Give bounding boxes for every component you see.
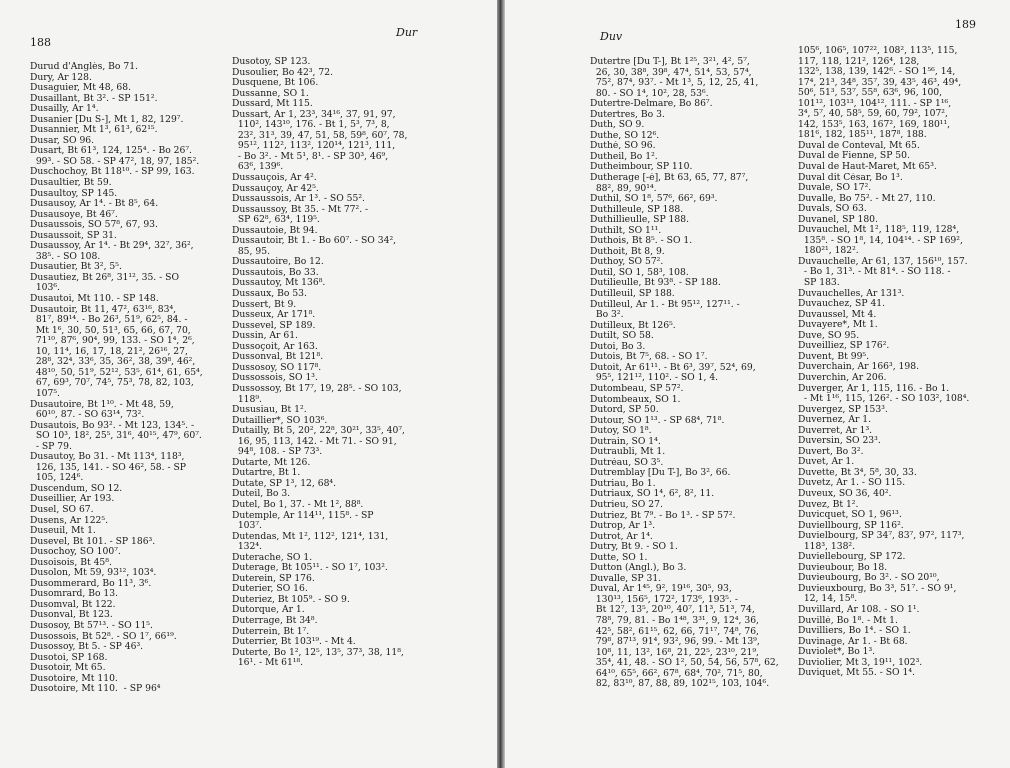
index-column <box>590 57 795 690</box>
index-entry: Duvicquet, SO 1, 96¹³. <box>798 510 902 521</box>
index-entry: Duterte, Bo 1², 12⁵, 13⁵, 37³, 38, 11⁸, <box>232 647 404 658</box>
index-entry: Dutord, SP 50. <box>590 405 659 416</box>
index-entry: Duthilleule, SP 188. <box>590 204 684 215</box>
index-entry: 23², 31³, 39, 47, 51, 58, 59⁸, 60⁷, 78, <box>232 130 408 141</box>
index-entry: Dusannier, Mt 1³, 61³, 62¹⁵. <box>30 125 158 136</box>
index-entry: Dutois, Bt 7⁵, 68. - SO 1⁷. <box>590 352 708 363</box>
index-entry: 126, 135, 141. - SO 46², 58. - SP <box>30 462 186 473</box>
index-column <box>30 62 230 695</box>
index-entry: Duviellebourg, SP 172. <box>798 552 906 563</box>
index-entry: Dusotoi, SP 168. <box>30 652 108 663</box>
index-entry: Dutour, SO 1¹³. - SP 68⁴, 71⁸. <box>590 415 725 426</box>
index-entry: Duvieubour, Bo 18. <box>798 562 888 573</box>
index-entry: Duval de Conteval, Mt 65. <box>798 140 920 151</box>
index-entry: 135⁸. - SO 1⁸, 14, 104¹⁴. - SP 169², <box>798 235 963 246</box>
index-entry: Duterein, SP 176. <box>232 573 315 584</box>
index-entry: Duvieuxbourg, Bo 3³, 51⁷. - SO 9¹, <box>798 583 957 594</box>
index-entry: Dutertre [Du T-], Bt 1²⁵, 3²¹, 4², 5⁷, <box>590 57 750 67</box>
index-entry: Dutheimbour, SP 110. <box>590 162 693 173</box>
index-entry: 26, 30, 38⁸, 39⁸, 47⁴, 51⁴, 53, 57⁴, <box>590 67 752 78</box>
running-head: Dur <box>396 26 418 39</box>
index-entry: Dussauçoy, Ar 42⁵. <box>232 183 319 194</box>
index-entry: Duverret, Ar 1³. <box>798 425 873 436</box>
index-entry: Duvals, SO 63. <box>798 204 867 215</box>
index-entry: Duviellbourg, SP 116². <box>798 520 904 531</box>
index-entry: 10, 11⁴, 16, 17, 18, 21², 26¹⁶, 27, <box>30 346 188 357</box>
index-entry: Duthilt, SO 1¹¹. <box>590 225 662 236</box>
index-entry: Dusens, Ar 122⁵. <box>30 515 108 526</box>
index-entry: Dussautoire, Bo 12. <box>232 257 324 268</box>
index-entry: Duterrage, Bt 34⁸. <box>232 615 318 626</box>
index-entry: Dussert, Bt 9. <box>232 299 297 310</box>
index-entry: 80. - SO 1⁴, 10², 28, 53⁶. <box>590 88 709 99</box>
index-entry: Dusaussoit, SP 31. <box>30 230 117 241</box>
index-entry: 79⁸, 87¹³, 91⁴, 93², 96, 99. - Mt 13⁹, <box>590 637 760 648</box>
index-entry: Dutailly, Bt 5, 20², 22⁸, 30²¹, 33⁵, 40⁷, <box>232 426 405 437</box>
index-entry: SP 183. <box>798 278 840 289</box>
index-entry: Dusomrard, Bo 13. <box>30 589 119 600</box>
index-entry: Duval de Fienne, SP 50. <box>798 151 910 162</box>
index-entry: Dutrieu, SO 27. <box>590 499 663 510</box>
index-entry: Duverchin, Ar 206. <box>798 372 887 383</box>
index-entry: Dussin, Ar 61. <box>232 331 298 342</box>
index-entry: Duterache, SO 1. <box>232 552 313 563</box>
index-entry: Dutel, Bo 1, 37. - Mt 1², 88⁸. <box>232 499 364 510</box>
index-entry: Duvauchelles, Ar 131³. <box>798 288 905 299</box>
index-entry: Duverger, Ar 1, 115, 116. - Bo 1. <box>798 383 950 394</box>
index-entry: Dussossois, SO 1³. <box>232 373 318 384</box>
index-entry: Dutartre, Bt 1. <box>232 468 301 479</box>
index-entry: Dussautois, Bo 33. <box>232 267 319 278</box>
index-entry: Duvette, Bt 3⁴, 5⁸, 30, 33. <box>798 467 917 478</box>
index-entry: Dusaussois, SO 57⁸, 67, 93. <box>30 220 158 231</box>
index-entry: Dutréau, SO 3⁵. <box>590 457 664 468</box>
index-entry: Duthoy, SO 57². <box>590 257 664 268</box>
index-entry: Dutilieulle, Bt 93⁸. - SP 188. <box>590 278 721 289</box>
index-entry: Dusaguier, Mt 48, 68. <box>30 83 132 94</box>
index-entry: 99³. - SO 58. - SP 47², 18, 97, 185². <box>30 156 200 167</box>
index-entry: Duviolier, Mt 3, 19¹¹, 102³. <box>798 657 923 668</box>
index-entry: Duschochoy, Bt 118¹⁰. - SP 99, 163. <box>30 167 195 178</box>
index-entry: Dusautoire, Bt 1¹⁰. - Mt 48, 59, <box>30 399 174 410</box>
index-entry: Duviquet, Mt 55. - SO 1⁴. <box>798 668 915 679</box>
index-entry: Dusausoye, Bt 46⁷. <box>30 209 118 220</box>
index-entry: Dutherage [-é], Bt 63, 65, 77, 87⁷, <box>590 173 749 184</box>
index-entry: Dutilleul, Ar 1. - Bt 95¹², 127¹¹. - <box>590 299 740 310</box>
index-entry: - Bo 1, 31³. - Mt 81⁴. - SO 118. - <box>798 267 951 278</box>
index-entry: Dussosoy, SO 117⁸. <box>232 362 322 373</box>
index-entry: Duvillé, Bo 1⁸. - Mt 1. <box>798 615 898 626</box>
running-head: Duv <box>600 30 623 43</box>
index-entry: Duvalle, SP 31. <box>590 573 662 584</box>
index-entry: Duvez, Bt 1². <box>798 499 859 510</box>
index-entry: 132⁵, 138, 139, 142⁶. - SO 1⁵⁶, 14, <box>798 67 956 78</box>
index-entry: Dusaillant, Bt 3². - SP 151². <box>30 93 158 104</box>
index-entry: 101¹², 103¹³, 104¹², 111. - SP 1¹⁶, <box>798 98 952 109</box>
index-entry: Dutheil, Bo 1². <box>590 151 658 162</box>
index-entry: Dutilleuil, SP 188. <box>590 289 675 300</box>
index-entry: 132⁴. <box>232 542 262 553</box>
index-entry: Dussard, Mt 115. <box>232 99 313 110</box>
index-entry: Dutil, SO 1, 58³, 108. <box>590 267 689 278</box>
index-entry: Dusseux, Ar 171⁸. <box>232 310 316 321</box>
index-entry: 118⁹. <box>232 394 262 405</box>
index-entry: Dutoit, Ar 61¹¹. - Bt 6³, 39⁷, 52⁴, 69, <box>590 362 756 373</box>
index-entry: 95⁵, 121¹², 110². - SO 1, 4. <box>590 373 719 384</box>
index-entry: Dusautoi, Mt 110. - SP 148. <box>30 294 159 305</box>
index-entry: Dusautiez, Bt 26⁸, 31¹², 35. - SO <box>30 272 180 283</box>
index-entry: Dusailly, Ar 1⁴. <box>30 104 99 115</box>
index-entry: Duve, SO 95. <box>798 330 860 341</box>
index-entry: Dussauçois, Ar 4². <box>232 173 317 184</box>
index-entry: Dutriaux, SO 1⁴, 6², 8², 11. <box>590 489 715 500</box>
index-entry: Duvieubourg, Bo 3². - SO 20¹⁰, <box>798 573 940 584</box>
index-entry: - Bo 3². - Mt 5¹, 8¹. - SP 30³, 46⁹, <box>232 151 389 162</box>
index-entry: 85, 95. <box>232 246 270 257</box>
index-entry: Dutombeau, SP 57². <box>590 383 684 394</box>
index-entry: 42⁵, 58², 61¹⁵, 62, 66, 71¹⁷, 74⁸, 76, <box>590 626 759 637</box>
index-entry: Dussevel, SP 189. <box>232 320 316 331</box>
index-entry: Dutate, SP 1³, 12, 68⁴. <box>232 478 337 489</box>
index-entry: 17⁴, 21³, 34⁸, 35⁷, 39, 43⁵, 46³, 49⁴, <box>798 77 962 88</box>
index-entry: Duvauchel, Mt 1², 118⁵, 119, 128⁴, <box>798 225 960 236</box>
index-entry: 105⁶, 106⁵, 107²², 108², 113⁵, 115, <box>798 46 958 56</box>
index-entry: Duterage, Bt 105¹¹. - SO 1⁷, 103². <box>232 563 388 574</box>
index-entry: Mt 1⁶, 30, 50, 51³, 65, 66, 67, 70, <box>30 325 191 336</box>
index-entry: Dutemple, Ar 114¹¹, 115⁸. - SP <box>232 510 374 521</box>
index-entry: Dutombeaux, SO 1. <box>590 394 681 405</box>
index-entry: 118³, 138². <box>798 541 856 552</box>
index-entry: Bt 12⁷, 13⁵, 20¹⁰, 40⁷, 11³, 51³, 74, <box>590 605 755 616</box>
index-entry: Duterrein, Bt 1⁷. <box>232 626 310 637</box>
index-entry: Duvetz, Ar 1. - SO 115. <box>798 478 906 489</box>
index-entry: Duteriez, Bt 105⁹. - SO 9. <box>232 594 350 605</box>
index-entry: 3⁴, 5⁷, 40, 58⁵, 59, 60, 79², 107², <box>798 109 948 120</box>
index-entry: Duvinage, Ar 1. - Bt 68. <box>798 636 908 647</box>
index-entry: Dusautois, Bo 93². - Mt 123, 134⁵. - <box>30 420 195 431</box>
index-entry: Dury, Ar 128. <box>30 72 92 83</box>
index-entry: 81⁷, 89¹⁴. - Bo 26³, 51⁹, 62⁵, 84. - <box>30 315 188 326</box>
index-entry: Duvielbourg, SP 34⁷, 83⁷, 97², 117³, <box>798 531 965 542</box>
index-entry: Dusommerard, Bo 11³, 3⁶. <box>30 578 152 589</box>
index-entry: Dutte, SO 1. <box>590 552 648 563</box>
index-entry: Dutertre-Delmare, Bo 86⁷. <box>590 99 713 110</box>
index-entry: Duthil, SO 1⁸, 57⁶, 66², 69³. <box>590 194 718 205</box>
index-entry: Duval, Ar 1⁴⁵, 9², 19¹⁶, 30⁵, 93, <box>590 584 732 595</box>
index-entry: Duthois, Bt 8⁵. - SO 1. <box>590 236 693 247</box>
index-entry: Duvaussel, Mt 4. <box>798 309 877 320</box>
index-entry: Dusotoire, Mt 110. <box>30 673 118 684</box>
index-entry: 82, 83¹⁰, 87, 88, 89, 102¹⁵, 103, 104⁶. <box>590 679 770 690</box>
index-entry: Dutraubli, Mt 1. <box>590 447 666 458</box>
index-entry: Dussossoy, Bt 17⁷, 19, 28⁵. - SO 103, <box>232 383 402 394</box>
index-entry: Duscendum, SO 12. <box>30 483 123 494</box>
index-entry: Duverchain, Ar 166³, 198. <box>798 362 920 373</box>
index-entry: Dusevel, Bt 101. - SP 186³. <box>30 536 156 547</box>
index-entry: Dusautoy, Bo 31. - Mt 113⁴, 118³, <box>30 452 185 463</box>
index-entry: Dusaultoy, SP 145. <box>30 188 118 199</box>
index-entry: 60¹⁰, 87. - SO 63¹⁴, 73². <box>30 410 145 421</box>
index-entry: 63⁶, 139⁶. <box>232 162 284 173</box>
index-entry: 50⁶, 51³, 53⁷, 55⁸, 63⁶, 96, 100, <box>798 88 943 99</box>
index-entry: Duthé, SO 96. <box>590 141 656 152</box>
index-entry: 78⁸, 79, 81. - Bo 1⁴⁸, 3³¹, 9, 12⁴, 36, <box>590 615 759 626</box>
page-number: 189 <box>955 18 976 31</box>
index-entry: Dususiau, Bt 1². <box>232 405 307 416</box>
index-entry: 117, 118, 121², 126⁴, 128, <box>798 56 920 67</box>
index-entry: 35⁴, 41, 48. - SO 1², 50, 54, 56, 57⁸, 62, <box>590 658 779 669</box>
index-entry: Dusotoire, Mt 110. - SP 96⁴ <box>30 684 161 695</box>
index-entry: Dusoisois, Bt 45⁸. <box>30 557 112 568</box>
index-entry: Duvilliers, Bo 1⁴. - SO 1. <box>798 626 911 637</box>
index-entry: Dusaussoy, Ar 1⁴. - Bt 29⁴, 32⁷, 36², <box>30 241 194 252</box>
index-entry: Dussaux, Bo 53. <box>232 289 307 300</box>
index-entry: Dusel, SO 67. <box>30 504 94 515</box>
index-entry: Dutarte, Mt 126. <box>232 457 311 468</box>
index-entry: - Mt 1¹⁶, 115, 126². - SO 103², 108⁴. <box>798 394 970 405</box>
index-entry: Dusar, SO 96. <box>30 135 95 146</box>
index-entry: Dusosoy, Bt 57¹³. - SO 11⁵. <box>30 620 153 631</box>
index-entry: 142, 153⁵, 163, 167², 169, 180¹¹, <box>798 119 951 130</box>
index-entry: 95¹², 112², 113², 120¹⁴, 121³, 111, <box>232 141 396 152</box>
index-entry: Dussautoie, Bt 94. <box>232 225 318 236</box>
index-entry: Dusochoy, SO 100⁷. <box>30 547 121 558</box>
index-entry: 110², 143¹⁰, 176. - Bt 1, 5³, 7³, 8, <box>232 120 390 131</box>
index-entry: Duviolet*, Bo 1³. <box>798 647 876 658</box>
index-entry: 48¹⁰, 50, 51⁹, 52¹², 53⁵, 61⁴, 61, 65⁴, <box>30 367 203 378</box>
index-entry: Duterrier, Bt 103¹⁹. - Mt 4. <box>232 637 356 648</box>
index-entry: 10⁸, 11, 13², 16⁸, 21, 22⁵, 23¹⁰, 21⁹, <box>590 647 759 658</box>
index-entry: Duthe, SO 12⁶. <box>590 130 660 141</box>
index-entry: Dutilt, SO 58. <box>590 331 654 342</box>
index-entry: Durud d'Anglès, Bo 71. <box>30 62 138 72</box>
index-entry: Dusautoir, Bt 11, 47², 63¹⁶, 83⁴, <box>30 304 177 315</box>
index-entry: Dutoy, SO 1⁸. <box>590 426 652 437</box>
index-entry: 16¹. - Mt 61¹⁸. <box>232 658 304 669</box>
left-page <box>0 0 497 768</box>
index-entry: Dutoi, Bo 3. <box>590 341 646 352</box>
index-entry: Dutriau, Bo 1. <box>590 478 656 489</box>
index-entry: Dusaultier, Bt 59. <box>30 178 112 189</box>
index-entry: SP 62⁸, 63⁴, 119⁵. <box>232 215 320 226</box>
index-entry: 67, 69³, 70⁷, 74⁵, 75³, 78, 82, 103, <box>30 378 194 389</box>
index-entry: Duvent, Bt 99⁵. <box>798 351 870 362</box>
index-entry: 130¹³, 156⁵, 172², 173⁶, 193⁵. - <box>590 594 738 605</box>
index-entry: Duvillard, Ar 108. - SO 1¹. <box>798 604 920 615</box>
index-entry: 71¹⁰, 87⁶, 90⁴, 99, 133. - SO 1⁴, 2⁶, <box>30 336 195 347</box>
index-column <box>232 57 494 669</box>
index-entry: Dutriez, Bt 7⁹. - Bo 1³. - SP 57². <box>590 510 736 521</box>
index-entry: Dusossois, Bt 52⁸. - SO 1⁷, 66¹⁹. <box>30 631 177 642</box>
page-number: 188 <box>30 36 51 49</box>
index-column <box>798 46 1008 679</box>
index-entry: 105, 124⁶. <box>30 473 84 484</box>
index-entry: Dusautier, Bt 3², 5⁵. <box>30 262 122 273</box>
index-entry: Dusausoy, Ar 1⁴. - Bt 8⁵, 64. <box>30 199 159 210</box>
index-entry: 38⁵. - SO 108. <box>30 251 101 262</box>
index-entry: 107⁵. <box>30 388 60 399</box>
index-entry: - SP 79. <box>30 441 72 452</box>
index-entry: Duvanel, SP 180. <box>798 214 878 225</box>
index-entry: Dutrop, Ar 1³. <box>590 521 656 532</box>
index-entry: Duveilliez, SP 176². <box>798 341 890 352</box>
index-entry: Dussart, Ar 1, 23³, 34¹⁶, 37, 91, 97, <box>232 109 396 120</box>
index-entry: Dutrain, SO 1⁴. <box>590 436 661 447</box>
index-entry: Duversin, SO 23³. <box>798 436 881 447</box>
index-entry: Duvale, SO 17². <box>798 183 872 194</box>
index-entry: Duseuil, Mt 1. <box>30 526 96 537</box>
index-entry: SO 10³, 18², 25⁵, 31⁶, 40¹⁵, 47⁹, 60⁷. <box>30 431 202 442</box>
index-entry: Dutertres, Bo 3. <box>590 109 665 120</box>
index-entry: Dutaillier*, SO 103⁶. <box>232 415 328 426</box>
index-entry: 94⁸, 108. - SP 73³. <box>232 447 323 458</box>
index-entry: Dusotoir, Mt 65. <box>30 663 106 674</box>
index-entry: 16, 95, 113, 142. - Mt 71. - SO 91, <box>232 436 397 447</box>
index-entry: Dussanne, SO 1. <box>232 88 309 99</box>
index-entry: Duval dit César, Bo 1³. <box>798 172 903 183</box>
index-entry: 64¹⁰, 65⁵, 66², 67⁸, 68⁴, 70², 71⁵, 80, <box>590 668 763 679</box>
right-page <box>505 0 1010 768</box>
index-entry: Duvalle, Bo 75². - Mt 27, 110. <box>798 193 936 204</box>
index-entry: Duthillieulle, SP 188. <box>590 215 690 226</box>
index-entry: Dussaussoy, Bt 35. - Mt 77². - <box>232 204 369 215</box>
index-entry: Dusoulier, Bo 42³, 72. <box>232 67 334 78</box>
index-entry: Dutton (Angl.), Bo 3. <box>590 563 687 574</box>
index-entry: 75², 87⁴, 93⁷. - Mt 1³, 5, 12, 25, 41, <box>590 78 759 89</box>
book-gutter <box>497 0 505 768</box>
index-entry: Dusart, Bt 61³, 124, 125⁴. - Bo 26⁷. <box>30 146 192 157</box>
index-entry: 88², 89, 90¹⁴. <box>590 183 657 194</box>
index-entry: Duteil, Bo 3. <box>232 489 291 500</box>
index-entry: Dusotoy, SP 123. <box>232 57 311 67</box>
index-entry: 28⁸, 32⁴, 33⁶, 35, 36², 38, 39⁸, 46², <box>30 357 196 368</box>
index-entry: Duveux, SO 36, 40². <box>798 488 892 499</box>
index-entry: Dutrot, Ar 1⁴. <box>590 531 653 542</box>
index-entry: Bo 3². <box>590 310 624 321</box>
index-entry: Duvayere*, Mt 1. <box>798 320 878 331</box>
index-entry: Duth, SO 9. <box>590 120 645 131</box>
index-entry: Duvert, Bo 3². <box>798 446 864 457</box>
index-entry: Dusquene, Bt 106. <box>232 78 319 89</box>
index-entry: Dussoçoit, Ar 163. <box>232 341 318 352</box>
index-entry: Dutry, Bt 9. - SO 1. <box>590 542 678 553</box>
index-entry: Duvet, Ar 1. <box>798 457 855 468</box>
index-entry: Duvergez, SP 153³. <box>798 404 888 415</box>
index-entry: 12, 14, 15⁸. <box>798 594 858 605</box>
index-entry: 103⁶. <box>30 283 60 294</box>
index-entry: Dutorque, Ar 1. <box>232 605 305 616</box>
index-entry: Duvauchez, SP 41. <box>798 299 886 310</box>
index-entry: Dusossoy, Bt 5. - SP 46³. <box>30 642 144 653</box>
index-entry: 103⁷. <box>232 521 262 532</box>
index-entry: Duterier, SO 16. <box>232 584 308 595</box>
index-entry: Dutendas, Mt 1², 112², 121⁴, 131, <box>232 531 389 542</box>
index-entry: Duthoit, Bt 8, 9. <box>590 246 665 257</box>
index-entry: Dusanier [Du S-], Mt 1, 82, 129⁷. <box>30 114 184 125</box>
index-entry: 180²¹, 182². <box>798 246 859 257</box>
index-entry: Dussonval, Bt 121⁸. <box>232 352 324 363</box>
index-entry: Duvernez, Ar 1. <box>798 415 872 426</box>
index-entry: Dusomval, Bt 122. <box>30 599 116 610</box>
index-entry: Dutremblay [Du T-], Bo 3², 66. <box>590 468 731 479</box>
index-entry: Duval de Haut-Maret, Mt 65³. <box>798 162 937 173</box>
index-entry: Dusonval, Bt 123. <box>30 610 113 621</box>
index-entry: Dussautoy, Mt 136⁸. <box>232 278 326 289</box>
index-entry: Dutilleux, Bt 126⁵. <box>590 320 676 331</box>
index-entry: Duseillier, Ar 193. <box>30 494 115 505</box>
index-entry: 181⁶, 182, 185¹¹, 187⁸, 188. <box>798 130 927 141</box>
index-entry: Dussaussois, Ar 1³. - SO 55². <box>232 194 365 205</box>
index-entry: Dussautoir, Bt 1. - Bo 60⁷. - SO 34², <box>232 236 397 247</box>
index-entry: Dusolon, Mt 59, 93¹², 103⁴. <box>30 568 157 579</box>
index-entry: Duvauchelle, Ar 61, 137, 156¹⁰, 157. <box>798 256 968 267</box>
